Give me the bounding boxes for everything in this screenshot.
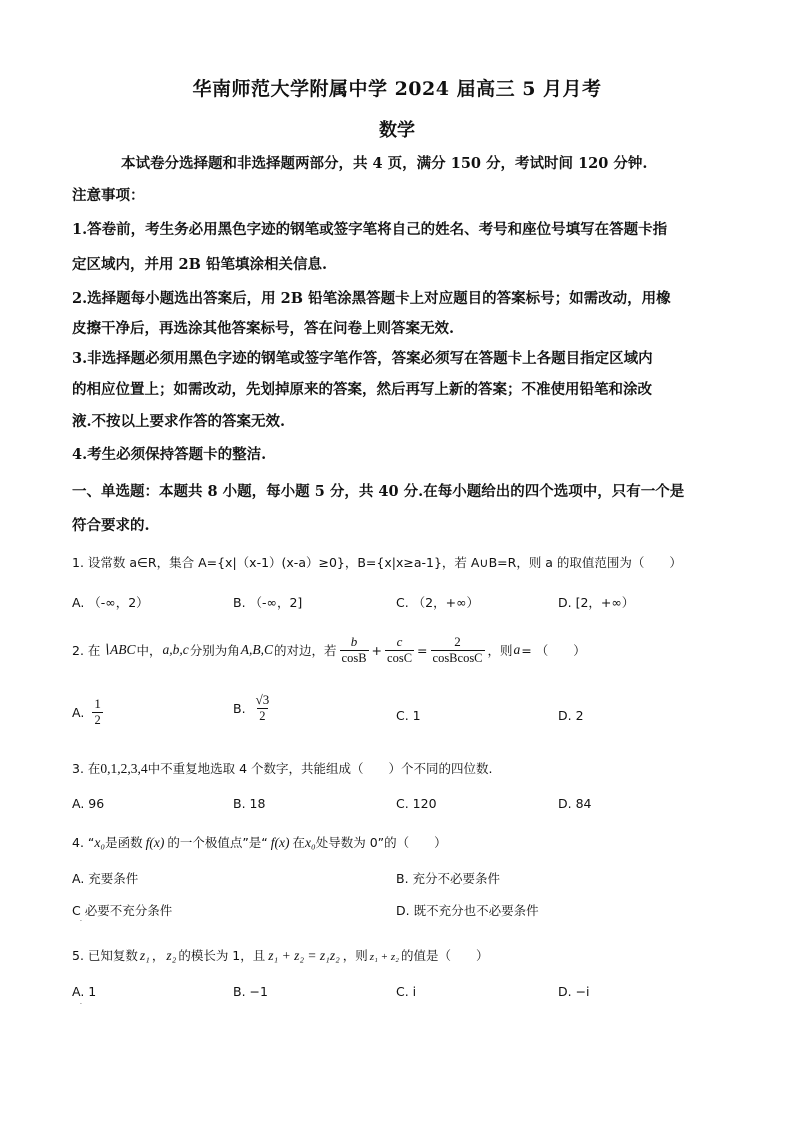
var-a: a [513, 642, 521, 657]
q3-text: 3. 在 [72, 761, 101, 776]
question-4-option-c: C 必要不充分条件 [72, 903, 173, 918]
fraction-denominator: cosC [387, 651, 413, 665]
x0: x₀ [305, 835, 316, 850]
z1: z₁ [139, 948, 150, 963]
question-2-option-a [72, 696, 105, 728]
notes-heading: 注意事项： [72, 187, 145, 204]
equals-sign: = [417, 642, 428, 658]
angle-vars: A,B,C [240, 642, 274, 657]
digit-set: 0,1,2,3,4 [100, 761, 148, 776]
fraction-denominator: cosB [341, 651, 367, 665]
q4-text: 的一个极值点”是“ [167, 835, 268, 850]
triangle-symbol: ∖ABC [101, 642, 136, 657]
fraction-b-over-cosb [340, 634, 369, 666]
question-1-option-c: C. （2，+∞） [396, 595, 480, 610]
exam-subject: 数学 [379, 120, 415, 141]
note-line: 2.选择题每小题选出答案后，用 2B 铅笔涂黑答题卡上对应题目的答案标号；如需改动，用橡 [72, 290, 671, 307]
q4-text: 是函数 [105, 835, 143, 850]
question-3-option-b: B. 18 [233, 796, 266, 811]
q5-text: ， [151, 948, 165, 963]
complex-equation: z₁ + z₂ = z₁z₂ [268, 948, 340, 963]
note-line: 液.不按以上要求作答的答案无效. [72, 413, 286, 430]
section-heading: 一、单选题：本题共 8 小题，每小题 5 分，共 40 分.在每小题给出的四个选项中，只有一个是 [72, 483, 685, 500]
q5-text: 的值是（ ） [400, 948, 489, 963]
question-1-option-a: A. （-∞，2） [72, 595, 149, 610]
question-2-option-d: D. 2 [558, 708, 584, 723]
note-line: 4.考生必须保持答题卡的整洁. [72, 446, 267, 463]
question-2-option-b [233, 692, 273, 724]
dot-mark: · [80, 1001, 82, 1008]
side-vars: a,b,c [162, 642, 189, 657]
function-fx: f(x) [145, 835, 165, 850]
question-3-option-c: C. 120 [396, 796, 437, 811]
fraction-2-over-cosbcosc [431, 634, 485, 666]
note-line: 的相应位置上；如需改动，先划掉原来的答案，然后再写上新的答案；不准使用铅笔和涂改 [72, 381, 652, 398]
question-5-option-d: D. −i [558, 984, 590, 999]
note-line: 1.答卷前，考生务必用黑色字迹的钢笔或签字笔将自己的姓名、考号和座位号填写在答题卡指 [72, 221, 668, 238]
q2-text: ，则 [487, 643, 513, 658]
question-4-option-b: B. 充分不必要条件 [396, 871, 501, 886]
plus-sign: + [371, 642, 383, 658]
note-line: 定区域内，并用 2B 铅笔填涂相关信息. [72, 256, 327, 273]
fraction-denominator: 2 [259, 709, 266, 723]
question-3-stem [72, 759, 493, 777]
q2-text: 中， [136, 643, 162, 658]
q5-text: 的模长为 1，且 [178, 948, 266, 963]
option-label: A. [72, 704, 85, 720]
question-1-stem: 1. 设常数 a∈R，集合 A={x|（x-1）(x-a）≥0}，B={x|x≥a-1}，若 A∪B=R，则 a 的取值范围为（ ） [72, 555, 682, 570]
fraction-one-half [92, 696, 103, 728]
note-line: 3.非选择题必须用黑色字迹的钢笔或签字笔作答，答案必须写在答题卡上各题目指定区域内 [72, 350, 653, 367]
q5-text: ，则 [342, 948, 368, 963]
q2-text: 2. 在 [72, 643, 101, 658]
question-3-option-a: A. 96 [72, 796, 105, 811]
question-4-stem [72, 833, 447, 851]
q4-text: 4. “ [72, 835, 95, 850]
question-5-stem [72, 946, 488, 964]
fraction-numerator: b [350, 634, 358, 649]
note-line: 皮擦干净后，再选涂其他答案标号，答在问卷上则答案无效. [72, 320, 455, 337]
question-3-option-d: D. 84 [558, 796, 592, 811]
option-label: B. [233, 700, 246, 716]
q4-text: 在 [292, 835, 306, 850]
fraction-numerator: 1 [94, 696, 101, 711]
question-2-option-c: C. 1 [396, 708, 421, 723]
dot-mark: · [80, 918, 82, 925]
exam-title: 华南师范大学附属中学 2024 届高三 5 月月考 [192, 78, 602, 100]
q5-text: 5. 已知复数 [72, 948, 138, 963]
x0: x₀ [94, 835, 106, 850]
question-1-option-b: B. （-∞，2] [233, 595, 303, 610]
complex-sum: z₁ + z₂ [369, 951, 399, 963]
question-1-option-d: D. [2，+∞） [558, 595, 635, 610]
q2-text: 分别为角 [189, 643, 240, 658]
q2-text: 的对边，若 [274, 643, 337, 658]
question-4-option-d: D. 既不充分也不必要条件 [396, 903, 539, 918]
fraction-denominator: 2 [94, 713, 101, 727]
z2: z₂ [166, 948, 177, 963]
question-4-option-a: A. 充要条件 [72, 871, 139, 886]
fraction-numerator: c [396, 634, 403, 649]
exam-intro: 本试卷分选择题和非选择题两部分，共 4 页，满分 150 分，考试时间 120 分钟. [121, 155, 648, 172]
question-5-option-b: B. −1 [233, 984, 268, 999]
fraction-c-over-cosc [385, 634, 414, 666]
function-fx: f(x) [270, 835, 290, 850]
question-5-option-a: A. 1 [72, 984, 97, 999]
section-heading-cont: 符合要求的. [72, 517, 150, 534]
q2-text: = （ ） [521, 643, 586, 658]
question-2-stem [72, 634, 586, 666]
fraction-denominator: cosBcosC [432, 651, 483, 665]
fraction-sqrt3-over-2 [254, 692, 272, 724]
question-5-option-c: C. i [396, 984, 417, 999]
fraction-numerator: 2 [454, 634, 461, 649]
fraction-numerator: √3 [255, 692, 270, 707]
q3-text: 中不重复地选取 4 个数字，共能组成（ ）个不同的四位数. [147, 761, 493, 776]
q4-text: 处导数为 0”的（ ） [315, 835, 447, 850]
